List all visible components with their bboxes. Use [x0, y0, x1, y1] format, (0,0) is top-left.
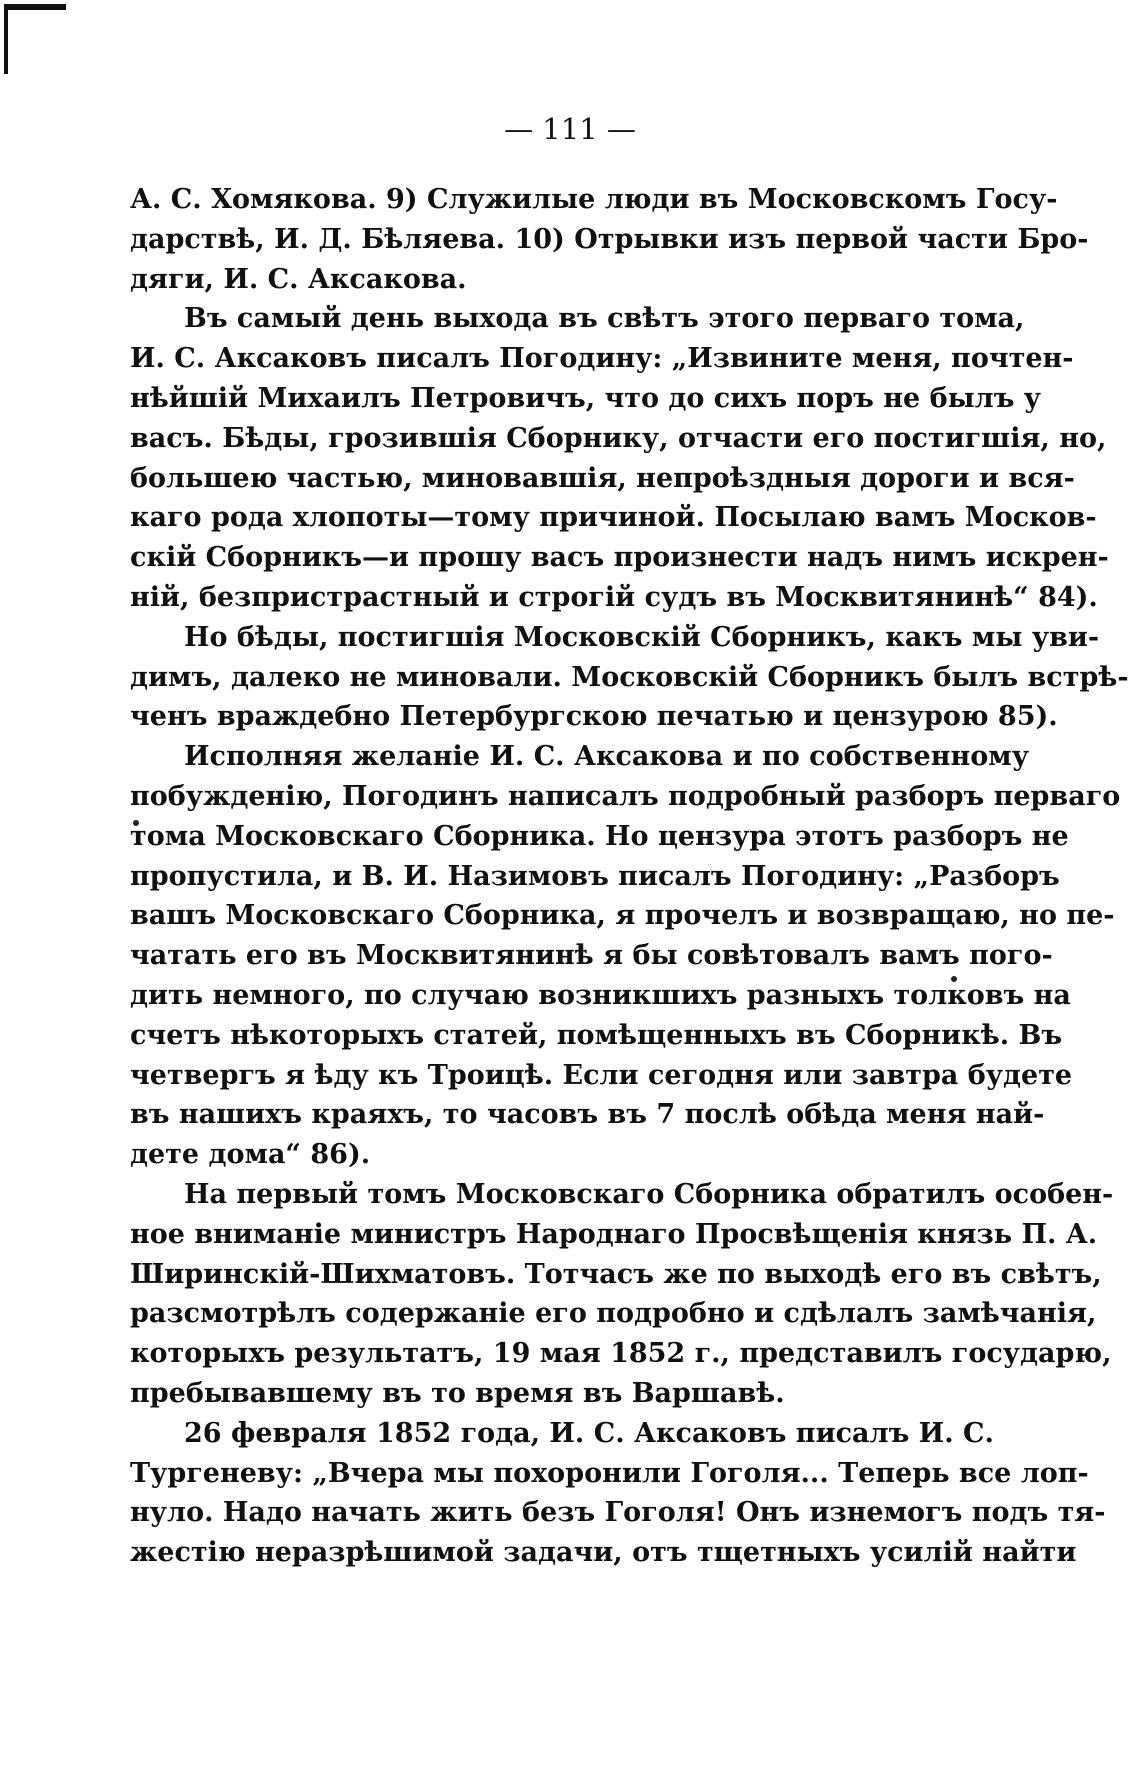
text-line: Ширинскій-Шихматовъ. Тотчасъ же по выходѣ его въ свѣтъ, [130, 1258, 1102, 1290]
text-line: ное вниманіе министръ Народнаго Просвѣщенія князь П. А. [130, 1218, 1098, 1250]
text-line: въ нашихъ краяхъ, то часовъ въ 7 послѣ обѣда меня най- [130, 1099, 1045, 1131]
text-line: вашъ Московскаго Сборника, я прочелъ и возвращаю, но пе- [130, 900, 1115, 932]
body-text [130, 180, 1129, 1573]
text-line: большею частью, миновавшія, непроѣздныя дороги и вся- [130, 462, 1075, 494]
text-line: которыхъ результатъ, 19 мая 1852 г., представилъ государю, [130, 1338, 1112, 1370]
text-line: жестію неразрѣшимой задачи, отъ тщетныхъ усилій найти [130, 1537, 1077, 1569]
text-line: На первый томъ Московскаго Сборника обратилъ особен- [184, 1178, 1114, 1210]
text-line: васъ. Бѣды, грозившія Сборнику, отчасти его постигшія, но, [130, 422, 1107, 454]
text-line: А. С. Хомякова. 9) Служилые люди въ Московскомъ Госу- [130, 184, 1058, 215]
text-line: Но бѣды, постигшія Московскій Сборникъ, какъ мы уви- [184, 621, 1100, 653]
scan-corner-mark [4, 4, 66, 10]
text-line: нуло. Надо начать жить безъ Гоголя! Онъ изнемогъ подъ тя- [130, 1497, 1106, 1529]
text-line: тома Московскаго Сборника. Но цензура этотъ разборъ не [130, 820, 1069, 852]
text-line: побужденію, Погодинъ написалъ подробный разборъ перваго [130, 780, 1121, 812]
text-line: четвергъ я ѣду къ Троицѣ. Если сегодня или завтра будете [130, 1059, 1073, 1091]
text-line: ченъ враждебно Петербургскою печатью и цензурою 85). [130, 701, 1058, 733]
text-line: пропустила, и В. И. Назимовъ писалъ Погодину: „Разборъ [130, 860, 1060, 892]
page-number: — 111 — [504, 112, 636, 146]
text-line: Тургеневу: „Вчера мы похоронили Гоголя... Теперь все лоп- [130, 1457, 1089, 1489]
text-line: Исполняя желаніе И. С. Аксакова и по собственному [184, 741, 1030, 773]
text-line: дарствѣ, И. Д. Бѣляева. 10) Отрывки изъ первой части Бро- [130, 223, 1089, 255]
text-line: чатать его въ Москвитянинѣ я бы совѣтовалъ вамъ пого- [130, 940, 1053, 972]
text-line: нѣйшій Михаилъ Петровичъ, что до сихъ поръ не былъ у [130, 382, 1042, 414]
text-line: скій Сборникъ—и прошу васъ произнести надъ нимъ искрен- [130, 542, 1109, 574]
text-line: Въ самый день выхода въ свѣтъ этого перваго тома, [184, 303, 1025, 335]
text-line: И. С. Аксаковъ писалъ Погодину: „Извините меня, почтен- [130, 343, 1074, 375]
text-line: 26 февраля 1852 года, И. С. Аксаковъ писалъ И. С. [184, 1417, 994, 1449]
text-line: дить немного, по случаю возникшихъ разныхъ толковъ на [130, 979, 1071, 1011]
text-line: разсмотрѣлъ содержаніе его подробно и сдѣлалъ замѣчанія, [130, 1298, 1097, 1330]
text-line: димъ, далеко не миновали. Московскій Сборникъ былъ встрѣ- [130, 661, 1129, 693]
text-line: счетъ нѣкоторыхъ статей, помѣщенныхъ въ Сборникѣ. Въ [130, 1019, 1063, 1051]
text-line: каго рода хлопоты—тому причиной. Посылаю вамъ Москов- [130, 502, 1097, 534]
scan-corner-mark [4, 4, 8, 74]
text-line: пребывавшему въ то время въ Варшавѣ. [130, 1377, 785, 1409]
text-line: дете дома“ 86). [130, 1139, 371, 1171]
text-line: ній, безпристрастный и строгій судъ въ Москвитянинѣ“ 84). [130, 581, 1098, 613]
text-line: дяги, И. С. Аксакова. [130, 263, 467, 295]
